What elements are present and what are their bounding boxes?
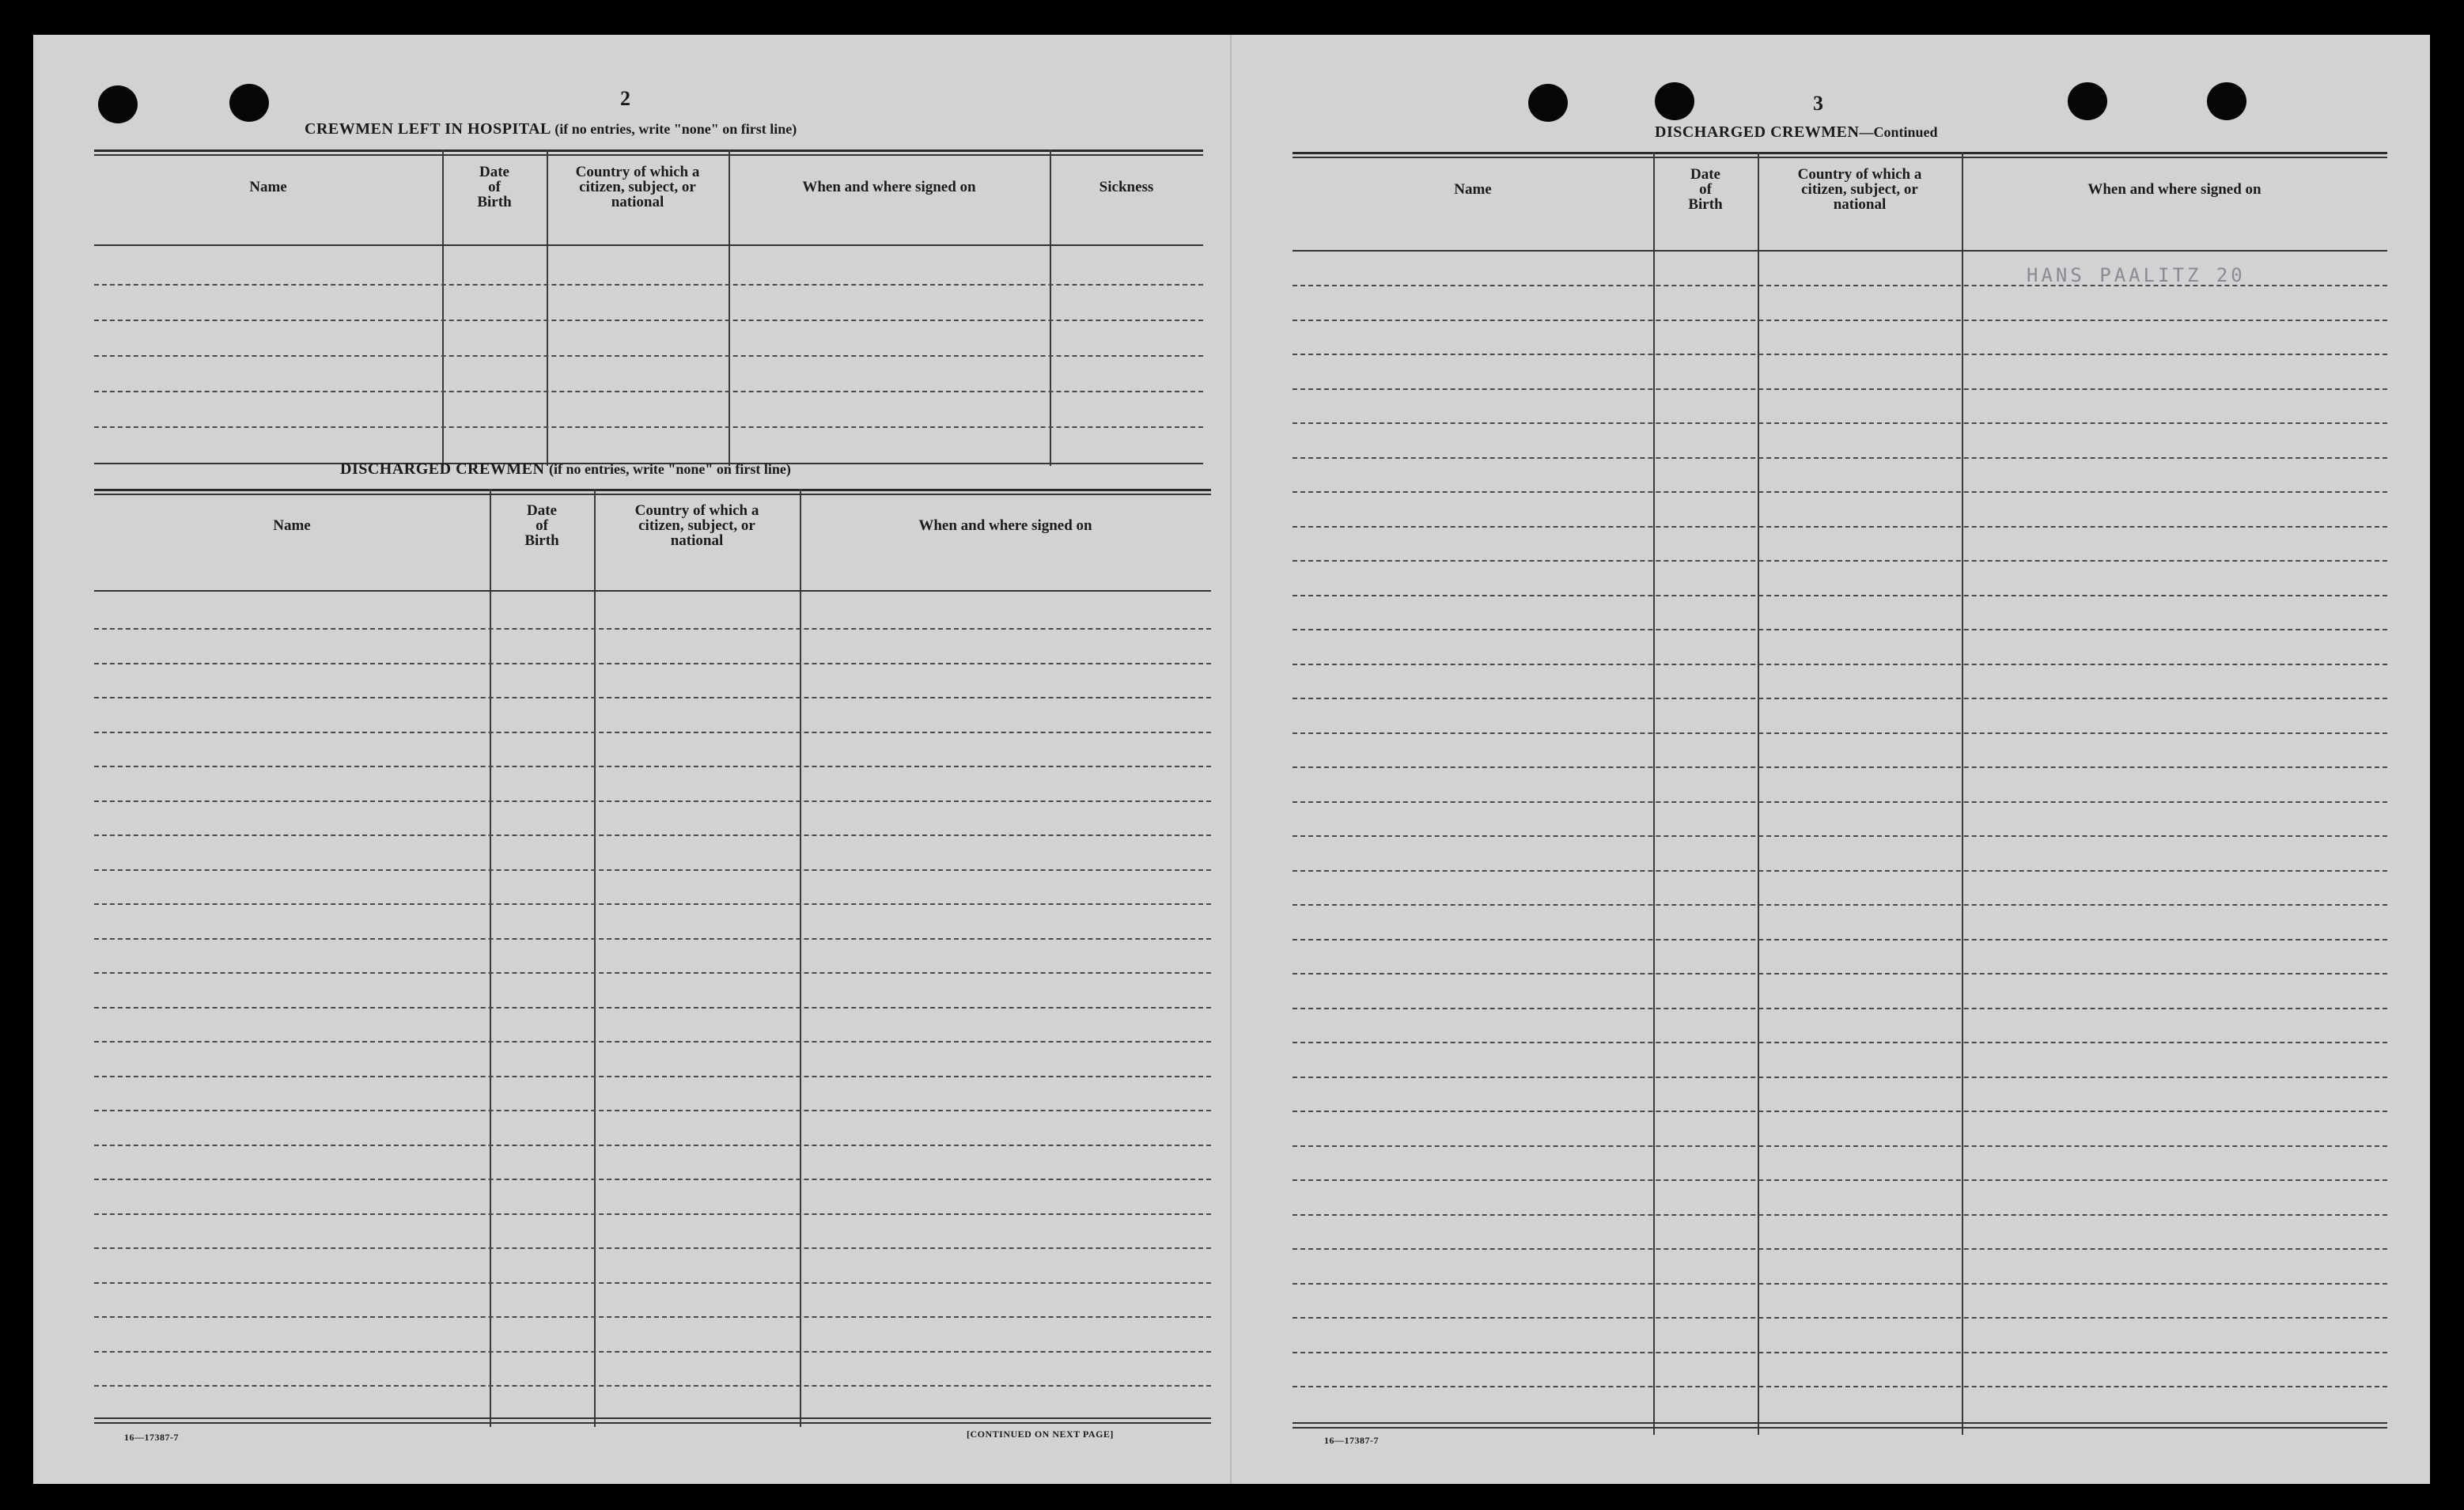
- row-rule: [1293, 1248, 2387, 1250]
- row-rule: [1293, 939, 2387, 940]
- punch-hole: [2207, 82, 2246, 120]
- col-header-name: Name: [1454, 180, 1492, 198]
- table-bottom-rule: [1293, 1422, 2387, 1424]
- row-rule: [1293, 320, 2387, 321]
- column-divider: [1653, 152, 1655, 1435]
- row-rule: [1293, 835, 2387, 837]
- row-rule: [1293, 1283, 2387, 1285]
- row-rule: [94, 1282, 1211, 1284]
- row-rule: [1293, 766, 2387, 768]
- table-top-rule: [94, 489, 1211, 491]
- row-rule: [94, 391, 1203, 392]
- discharged-continued-title: [1655, 123, 1938, 142]
- row-rule: [94, 834, 1211, 836]
- row-rule: [94, 938, 1211, 940]
- col-header-country: Country of which a citizen, subject, or national: [634, 501, 759, 549]
- row-rule: [94, 1041, 1211, 1043]
- row-rule: [94, 1145, 1211, 1146]
- row-rule: [1293, 1008, 2387, 1009]
- row-rule: [94, 426, 1203, 428]
- row-rule: [94, 1351, 1211, 1353]
- row-rule: [94, 320, 1203, 321]
- row-rule: [1293, 904, 2387, 906]
- row-rule: [94, 732, 1211, 733]
- bleed-through-handwriting: HANS PAALITZ 20: [2027, 264, 2246, 286]
- discharged-table: [94, 489, 1211, 1427]
- hospital-title-text: CREWMEN LEFT IN HOSPITAL: [305, 120, 551, 138]
- col-header-signed-on: When and where signed on: [2087, 180, 2262, 198]
- punch-hole: [229, 84, 269, 122]
- col-header-dob: Date of Birth: [1688, 165, 1723, 213]
- punch-hole: [2068, 82, 2107, 120]
- row-rule: [1293, 1386, 2387, 1387]
- row-rule: [94, 766, 1211, 767]
- row-rule: [1293, 560, 2387, 562]
- continued-label: —Continued: [1859, 124, 1938, 140]
- discharged-title-note: (if no entries, write "none" on first line): [548, 461, 791, 477]
- discharged-continued-title-text: DISCHARGED CREWMEN: [1655, 123, 1860, 141]
- col-header-country: Country of which a citizen, subject, or national: [575, 163, 700, 210]
- header-bottom-rule: [1293, 250, 2387, 252]
- row-rule: [1293, 1179, 2387, 1181]
- row-rule: [94, 1007, 1211, 1009]
- table-bottom-rule: [94, 1417, 1211, 1419]
- row-rule: [1293, 698, 2387, 699]
- page-fold: [1230, 35, 1232, 1484]
- row-rule: [94, 1247, 1211, 1249]
- row-rule: [1293, 457, 2387, 459]
- page-number: 2: [620, 87, 630, 110]
- hospital-section-title: [305, 120, 797, 138]
- row-rule: [1293, 1042, 2387, 1043]
- row-rule: [1293, 973, 2387, 974]
- page-number: 3: [1813, 92, 1823, 115]
- row-rule: [1293, 870, 2387, 872]
- row-rule: [1293, 595, 2387, 596]
- discharged-section-title: [340, 460, 791, 479]
- col-header-dob: Date of Birth: [524, 501, 559, 549]
- col-header-dob: Date of Birth: [477, 163, 512, 210]
- row-rule: [1293, 1077, 2387, 1078]
- row-rule: [1293, 629, 2387, 630]
- row-rule: [1293, 354, 2387, 355]
- row-rule: [94, 1213, 1211, 1215]
- row-rule: [1293, 1145, 2387, 1147]
- row-rule: [94, 1076, 1211, 1077]
- header-bottom-rule: [94, 244, 1203, 246]
- row-rule: [94, 800, 1211, 802]
- hospital-table: [94, 149, 1203, 466]
- row-rule: [94, 355, 1203, 357]
- row-rule: [94, 1385, 1211, 1387]
- row-rule: [94, 628, 1211, 630]
- row-rule: [1293, 388, 2387, 390]
- discharged-title-text: DISCHARGED CREWMEN: [340, 460, 545, 478]
- row-rule: [1293, 1111, 2387, 1112]
- col-header-name: Name: [273, 517, 311, 534]
- table-top-rule: [94, 149, 1203, 152]
- column-divider: [1962, 152, 1963, 1435]
- col-header-sickness: Sickness: [1099, 178, 1154, 195]
- row-rule: [1293, 664, 2387, 665]
- header-bottom-rule: [94, 590, 1211, 592]
- table-bottom-rule: [1293, 1427, 2387, 1429]
- document-sheet: [33, 35, 2430, 1484]
- row-rule: [1293, 1317, 2387, 1319]
- row-rule: [94, 903, 1211, 905]
- col-header-country: Country of which a citizen, subject, or national: [1797, 165, 1922, 213]
- column-divider: [1758, 152, 1759, 1435]
- continued-note: [CONTINUED ON NEXT PAGE]: [967, 1429, 1114, 1440]
- row-rule: [1293, 1214, 2387, 1216]
- row-rule: [94, 663, 1211, 664]
- row-rule: [94, 284, 1203, 286]
- row-rule: [94, 869, 1211, 871]
- row-rule: [1293, 526, 2387, 528]
- row-rule: [1293, 732, 2387, 734]
- punch-hole: [1655, 82, 1694, 120]
- row-rule: [94, 972, 1211, 974]
- hospital-title-note: (if no entries, write "none" on first line): [554, 121, 797, 137]
- col-header-signed-on: When and where signed on: [802, 178, 976, 195]
- col-header-signed-on: When and where signed on: [918, 517, 1092, 534]
- table-top-rule: [1293, 152, 2387, 154]
- row-rule: [1293, 801, 2387, 803]
- row-rule: [94, 1179, 1211, 1180]
- row-rule: [94, 1110, 1211, 1111]
- row-rule: [1293, 1352, 2387, 1353]
- form-number: 16—17387-7: [1324, 1435, 1379, 1446]
- col-header-name: Name: [249, 178, 287, 195]
- punch-hole: [1528, 84, 1568, 122]
- row-rule: [1293, 422, 2387, 424]
- row-rule: [1293, 491, 2387, 493]
- form-number: 16—17387-7: [124, 1432, 179, 1443]
- punch-hole: [98, 85, 138, 123]
- row-rule: [94, 1316, 1211, 1318]
- discharged-continued-table: [1293, 152, 2387, 1435]
- row-rule: [94, 697, 1211, 698]
- table-bottom-rule: [94, 1422, 1211, 1424]
